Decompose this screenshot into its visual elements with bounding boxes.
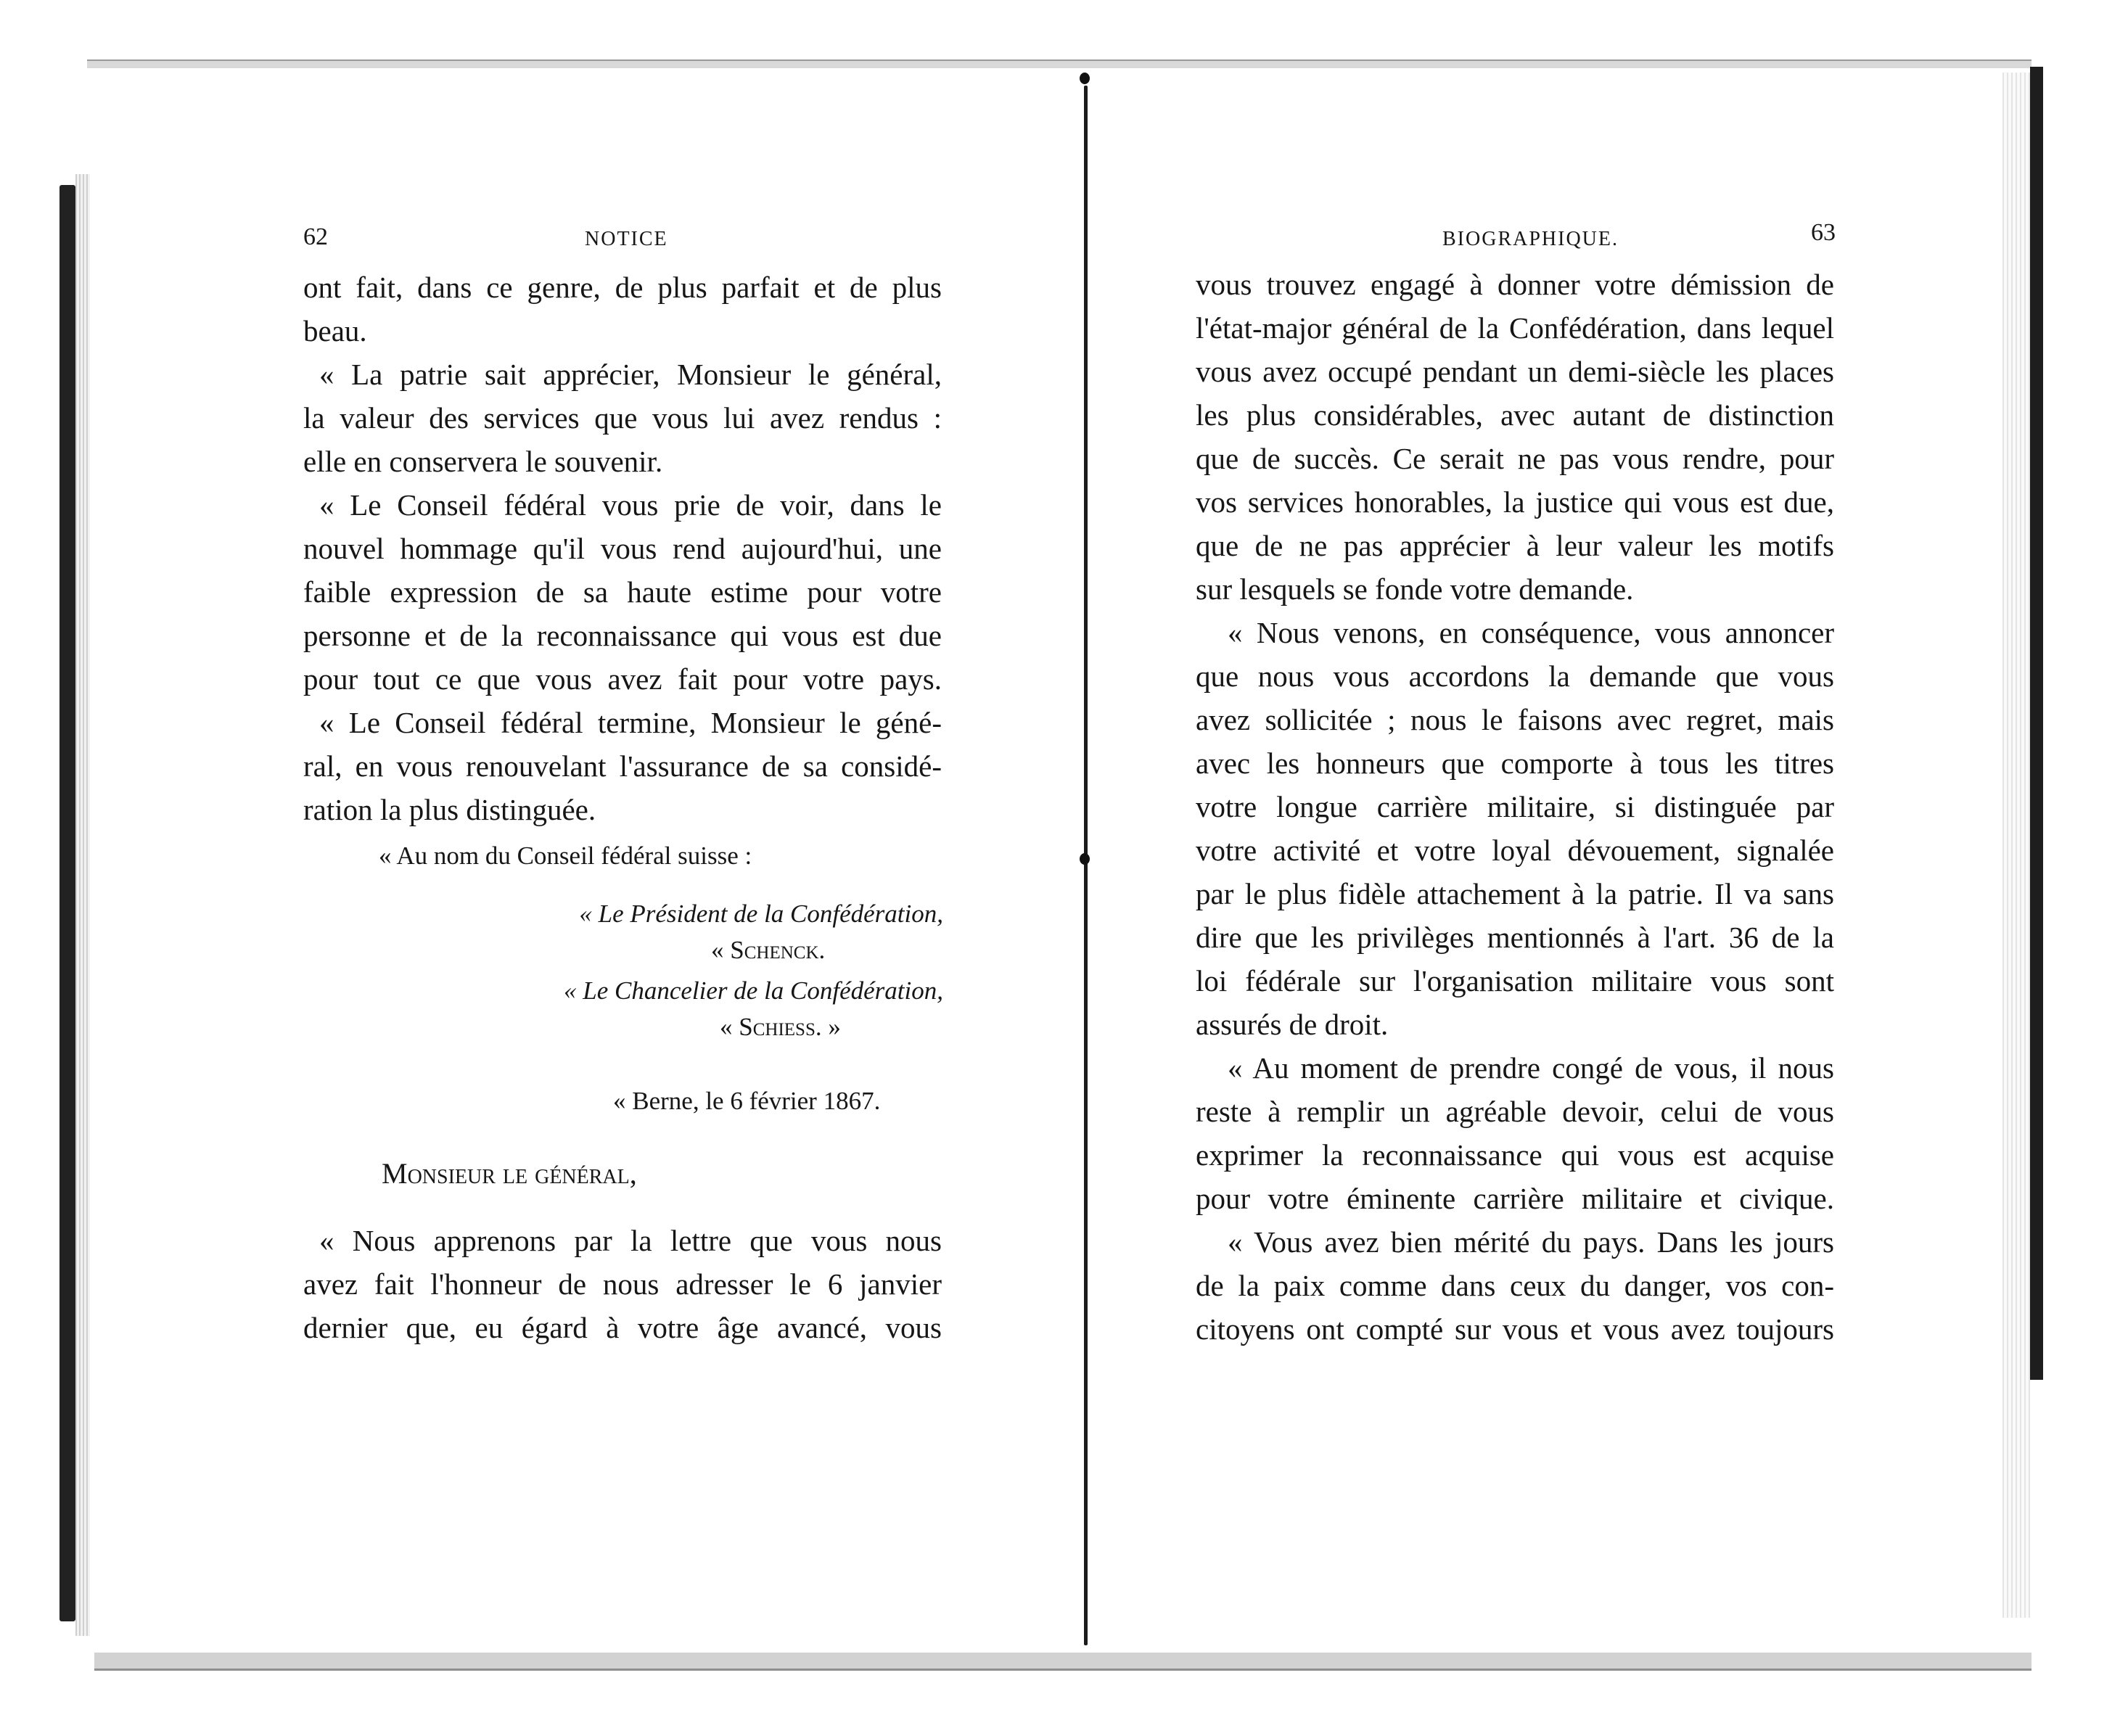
text-line: avez fait l'honneur de nous adresser le 6 janvier bbox=[303, 1267, 942, 1301]
gutter-mark bbox=[1080, 853, 1090, 865]
left-page-stack bbox=[75, 174, 90, 1636]
text-line: « Au moment de prendre congé de vous, il nous bbox=[1228, 1051, 1834, 1085]
text-line: l'état-major général de la Confédération, dans lequel bbox=[1196, 311, 1834, 345]
right-cover-edge bbox=[2030, 67, 2043, 1380]
text-line: que nous vous accordons la demande que vous bbox=[1196, 659, 1834, 693]
page-number-right: 63 bbox=[1811, 219, 1836, 246]
gutter-mark bbox=[1080, 73, 1090, 84]
text-line: « Le Conseil fédéral vous prie de voir, dans le bbox=[319, 488, 942, 522]
text-line: elle en conservera le souvenir. bbox=[303, 445, 663, 478]
text-line: reste à remplir un agréable devoir, celui de vous bbox=[1196, 1095, 1834, 1128]
left-cover-edge bbox=[59, 185, 75, 1621]
chancellor-name: « Schiess. » bbox=[720, 1013, 841, 1041]
president-name: « Schenck. bbox=[711, 936, 826, 964]
text-line: dire que les privilèges mentionnés à l'art. 36 de la bbox=[1196, 921, 1834, 954]
text-line: faible expression de sa haute estime pour votre bbox=[303, 575, 942, 609]
text-line: loi fédérale sur l'organisation militaire vous sont bbox=[1196, 964, 1834, 997]
book-gutter bbox=[1084, 86, 1088, 1645]
text-line: votre activité et votre loyal dévouement, signalée bbox=[1196, 834, 1834, 867]
text-line: avez sollicitée ; nous le faisons avec regret, mais bbox=[1196, 703, 1834, 736]
text-line: « Nous apprenons par la lettre que vous nous bbox=[319, 1224, 942, 1257]
text-line: pour tout ce que vous avez fait pour votre pays. bbox=[303, 662, 942, 696]
page-number-left: 62 bbox=[303, 223, 328, 250]
text-line: avec les honneurs que comporte à tous les titres bbox=[1196, 746, 1834, 780]
text-line: que de succès. Ce serait ne pas vous rendre, pour bbox=[1196, 442, 1834, 475]
book-bottom-edge bbox=[94, 1653, 2032, 1671]
text-line: citoyens ont compté sur vous et vous avez toujours bbox=[1196, 1312, 1834, 1346]
text-line: pour votre éminente carrière militaire et civique. bbox=[1196, 1182, 1834, 1215]
text-line: la valeur des services que vous lui avez rendus : bbox=[303, 401, 942, 435]
text-line: « Le Conseil fédéral termine, Monsieur le géné- bbox=[319, 706, 942, 739]
text-line: personne et de la reconnaissance qui vous est due bbox=[303, 619, 942, 652]
text-line: ont fait, dans ce genre, de plus parfait et de plus bbox=[303, 271, 942, 304]
text-line: vous trouvez engagé à donner votre démission de bbox=[1196, 268, 1834, 301]
text-line: nouvel hommage qu'il vous rend aujourd'hui, une bbox=[303, 532, 942, 565]
text-line: les plus considérables, avec autant de distinction bbox=[1196, 398, 1834, 432]
running-head-left: NOTICE bbox=[585, 228, 668, 250]
text-line: que de ne pas apprécier à leur valeur les motifs bbox=[1196, 529, 1834, 562]
letter-date-text: « Berne, le 6 février 1867. bbox=[613, 1087, 881, 1115]
text-line: vous avez occupé pendant un demi-siècle les places bbox=[1196, 355, 1834, 388]
right-page-stack bbox=[2002, 73, 2030, 1618]
running-head-right: BIOGRAPHIQUE. bbox=[1442, 228, 1619, 250]
president-title: « Le Président de la Confédération, bbox=[579, 900, 943, 928]
text-line: assurés de droit. bbox=[1196, 1008, 1389, 1041]
text-line: « La patrie sait apprécier, Monsieur le général, bbox=[319, 358, 942, 391]
text-line: sur lesquels se fonde votre demande. bbox=[1196, 572, 1634, 606]
text-line: dernier que, eu égard à votre âge avancé, vous bbox=[303, 1311, 942, 1344]
book-top-edge bbox=[87, 59, 2032, 68]
text-line: par le plus fidèle attachement à la patrie. Il va sans bbox=[1196, 877, 1834, 910]
signature-intro-text: « Au nom du Conseil fédéral suisse : bbox=[379, 842, 752, 870]
text-line: votre longue carrière militaire, si distinguée par bbox=[1196, 790, 1834, 823]
text-line: de la paix comme dans ceux du danger, vos con- bbox=[1196, 1269, 1834, 1302]
text-line: beau. bbox=[303, 314, 367, 347]
text-line: ral, en vous renouvelant l'assurance de sa considé- bbox=[303, 749, 942, 783]
text-line: ration la plus distinguée. bbox=[303, 793, 596, 826]
text-line: « Nous venons, en conséquence, vous annoncer bbox=[1228, 616, 1834, 649]
text-line: « Vous avez bien mérité du pays. Dans les jours bbox=[1228, 1225, 1834, 1259]
salutation-text: Monsieur le général, bbox=[382, 1157, 637, 1190]
text-line: vos services honorables, la justice qui vous est due, bbox=[1196, 485, 1834, 519]
text-line: exprimer la reconnaissance qui vous est acquise bbox=[1196, 1138, 1834, 1172]
chancellor-title: « Le Chancelier de la Confédération, bbox=[564, 976, 943, 1005]
